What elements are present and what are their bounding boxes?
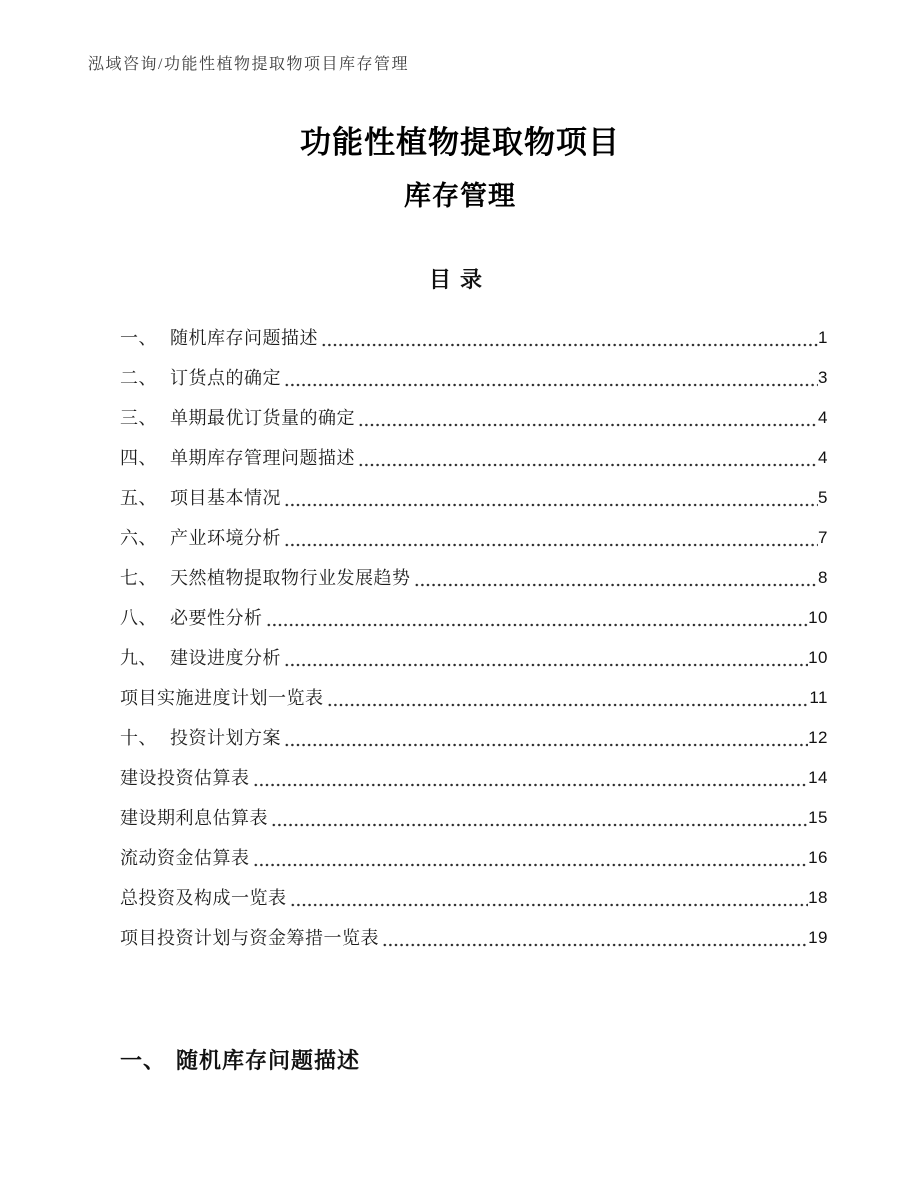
- toc-entry-page-number: 1: [818, 328, 828, 347]
- toc-entry-title: 建设期利息估算表: [120, 808, 268, 828]
- toc-entry-page-number: 7: [818, 528, 828, 547]
- toc-dot-leader: [358, 398, 818, 438]
- toc-entry-title: 天然植物提取物行业发展趋势: [170, 568, 411, 588]
- toc-entry-title: 投资计划方案: [170, 728, 281, 748]
- toc-entry[interactable]: [120, 518, 828, 558]
- toc-dot-leader: [253, 838, 809, 878]
- toc-entry[interactable]: [120, 438, 828, 478]
- toc-entry-page-number: 14: [808, 768, 828, 787]
- toc-dot-leader: [414, 558, 819, 598]
- toc-entry-number: 八、: [120, 608, 157, 628]
- toc-entry-page-number: 11: [809, 688, 828, 707]
- toc-dot-leader: [290, 878, 809, 918]
- toc-entry-page-number: 12: [808, 728, 828, 747]
- toc-entry[interactable]: [120, 918, 828, 958]
- toc-dot-leader: [284, 518, 818, 558]
- section-heading-number: 一、: [120, 1048, 167, 1073]
- toc-entry-title: 必要性分析: [170, 608, 263, 628]
- toc-entry-page-number: 18: [808, 888, 828, 907]
- toc-entry[interactable]: [120, 318, 828, 358]
- toc-entry-number: 九、: [120, 648, 157, 668]
- toc-dot-leader: [284, 478, 818, 518]
- toc-entry[interactable]: [120, 878, 828, 918]
- toc-entry-number: 七、: [120, 568, 157, 588]
- toc-dot-leader: [358, 438, 818, 478]
- toc-entry-number: 一、: [120, 328, 157, 348]
- toc-dot-leader: [321, 318, 818, 358]
- toc-entry[interactable]: [120, 718, 828, 758]
- document-title-line2: 库存管理: [404, 181, 516, 211]
- document-title-line1: 功能性植物提取物项目: [300, 125, 620, 160]
- toc-entry-title: 总投资及构成一览表: [120, 888, 287, 908]
- toc-dot-leader: [284, 718, 808, 758]
- toc-entry-title: 单期库存管理问题描述: [170, 448, 355, 468]
- toc-entry-number: 三、: [120, 408, 157, 428]
- toc-dot-leader: [284, 638, 808, 678]
- toc-entry-title: 随机库存问题描述: [170, 328, 318, 348]
- section-heading-title: 随机库存问题描述: [176, 1048, 361, 1073]
- toc-entry-page-number: 10: [808, 648, 828, 667]
- toc-dot-leader: [266, 598, 809, 638]
- toc-heading: 目录: [428, 267, 491, 292]
- toc-dot-leader: [382, 918, 808, 958]
- toc-entry-page-number: 5: [818, 488, 828, 507]
- toc-entry-title: 订货点的确定: [170, 368, 281, 388]
- toc-entry[interactable]: [120, 478, 828, 518]
- toc-entry-title: 单期最优订货量的确定: [170, 408, 355, 428]
- toc-entry[interactable]: [120, 558, 828, 598]
- toc-entry-title: 建设进度分析: [170, 648, 281, 668]
- toc-entry-page-number: 19: [808, 928, 828, 947]
- toc-entry-page-number: 4: [818, 448, 828, 467]
- toc-entry-page-number: 8: [818, 568, 828, 587]
- toc-entry-page-number: 4: [818, 408, 828, 427]
- toc-entry-number: 二、: [120, 368, 157, 388]
- toc-entry-title: 流动资金估算表: [120, 848, 250, 868]
- toc-entry-title: 项目投资计划与资金筹措一览表: [120, 928, 379, 948]
- toc-dot-leader: [327, 678, 810, 718]
- toc-entry-number: 十、: [120, 728, 157, 748]
- toc-entry-title: 项目基本情况: [170, 488, 281, 508]
- toc-entry-number: 四、: [120, 448, 157, 468]
- toc-entry-title: 项目实施进度计划一览表: [120, 688, 324, 708]
- document-header: 泓域咨询/功能性植物提取物项目库存管理: [88, 56, 409, 73]
- section-heading: [120, 1044, 360, 1078]
- toc-entry-page-number: 16: [808, 848, 828, 867]
- toc-dot-leader: [284, 358, 818, 398]
- toc-entry-title: 建设投资估算表: [120, 768, 250, 788]
- toc-entry[interactable]: [120, 678, 828, 718]
- toc-dot-leader: [271, 798, 808, 838]
- toc-entry[interactable]: [120, 358, 828, 398]
- toc-entry[interactable]: [120, 398, 828, 438]
- toc-entry[interactable]: [120, 638, 828, 678]
- toc-dot-leader: [253, 758, 809, 798]
- toc-entry-page-number: 3: [818, 368, 828, 387]
- toc-entry[interactable]: [120, 758, 828, 798]
- toc-entry-number: 五、: [120, 488, 157, 508]
- toc-entry-title: 产业环境分析: [170, 528, 281, 548]
- toc-entry[interactable]: [120, 598, 828, 638]
- toc-entry-number: 六、: [120, 528, 157, 548]
- toc-list: [120, 318, 828, 958]
- toc-entry[interactable]: [120, 798, 828, 838]
- toc-entry[interactable]: [120, 838, 828, 878]
- toc-entry-page-number: 15: [808, 808, 828, 827]
- toc-entry-page-number: 10: [808, 608, 828, 627]
